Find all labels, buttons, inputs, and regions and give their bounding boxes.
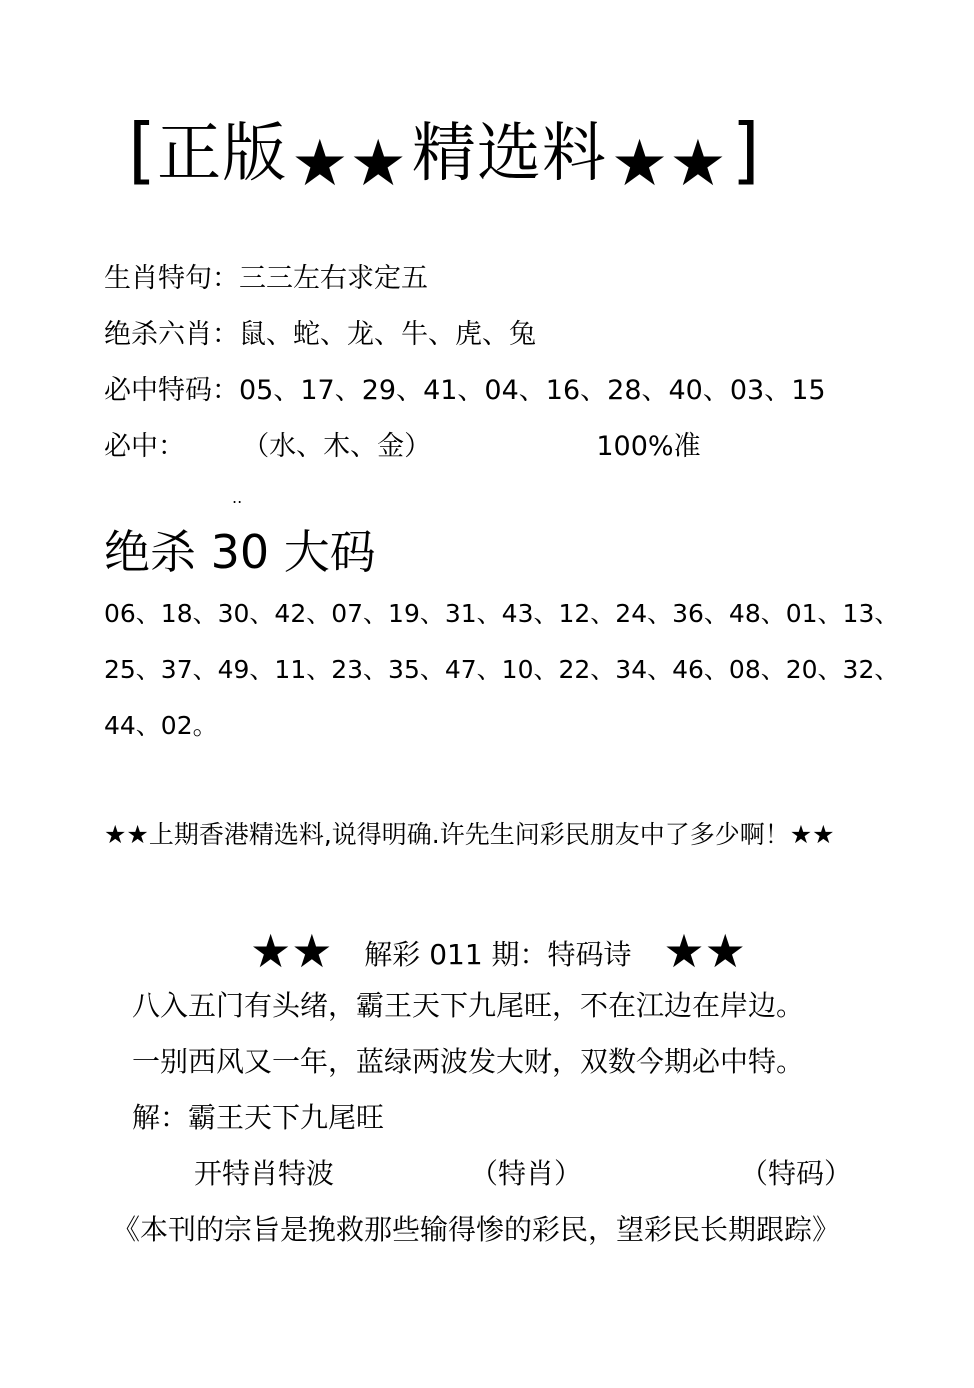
zodiac-phrase: 生肖特句：三三左右求定五 — [104, 263, 428, 294]
poem-line-1: 八入五门有头绪，霸王天下九尾旺，不在江边在岸边。 — [132, 989, 805, 1022]
elements-label: 必中： — [104, 431, 185, 462]
last-issue-notice: ★★上期香港精选料,说得明确.许先生问彩民朋友中了多少啊！★★ — [104, 820, 835, 849]
title-part-selected: 精选料 — [411, 117, 607, 191]
star-icon-group-left: ★★ — [291, 127, 408, 201]
poem-te-xiao: （特肖） — [470, 1157, 583, 1190]
kill-section-title: 绝杀 30 大码 — [104, 525, 376, 579]
motto: 《本刊的宗旨是挽救那些输得惨的彩民，望彩民长期跟踪》 — [112, 1213, 841, 1246]
stray-dots: .. — [232, 488, 243, 507]
right-bracket: ] — [731, 108, 761, 192]
poem-solution: 解：霸王天下九尾旺 — [132, 1101, 385, 1134]
kill-numbers-line-3: 44、02。 — [104, 711, 218, 740]
star-icon-group-right: ★★ — [610, 127, 728, 201]
title-part-genuine: 正版 — [157, 117, 288, 191]
star-icon-pair-right: ★★ — [663, 924, 746, 978]
elements-accuracy: 100%准 — [596, 431, 701, 462]
special-codes: 必中特码：05、17、29、41、04、16、28、40、03、15 — [104, 375, 826, 406]
poem-line-2: 一别西风又一年，蓝绿两波发大财，双数今期必中特。 — [132, 1045, 805, 1078]
kill-numbers-line-1: 06、18、30、42、07、19、31、43、12、24、36、48、01、13、 — [104, 599, 900, 628]
poem-open-label: 开特肖特波 — [194, 1157, 335, 1190]
elements-row — [104, 430, 701, 464]
elements-value: （水、木、金） — [242, 431, 432, 462]
kill-six-zodiacs: 绝杀六肖：鼠、蛇、龙、牛、虎、兔 — [104, 319, 536, 350]
poem-heading — [250, 926, 746, 977]
star-icon-pair-left: ★★ — [250, 924, 333, 978]
page-title — [128, 108, 761, 201]
poem-heading-text: 解彩 011 期：特码诗 — [364, 938, 632, 971]
kill-numbers-line-2: 25、37、49、11、23、35、47、10、22、34、46、08、20、32、 — [104, 655, 900, 684]
left-bracket: [ — [128, 108, 158, 192]
poem-te-ma: （特码） — [740, 1157, 853, 1190]
